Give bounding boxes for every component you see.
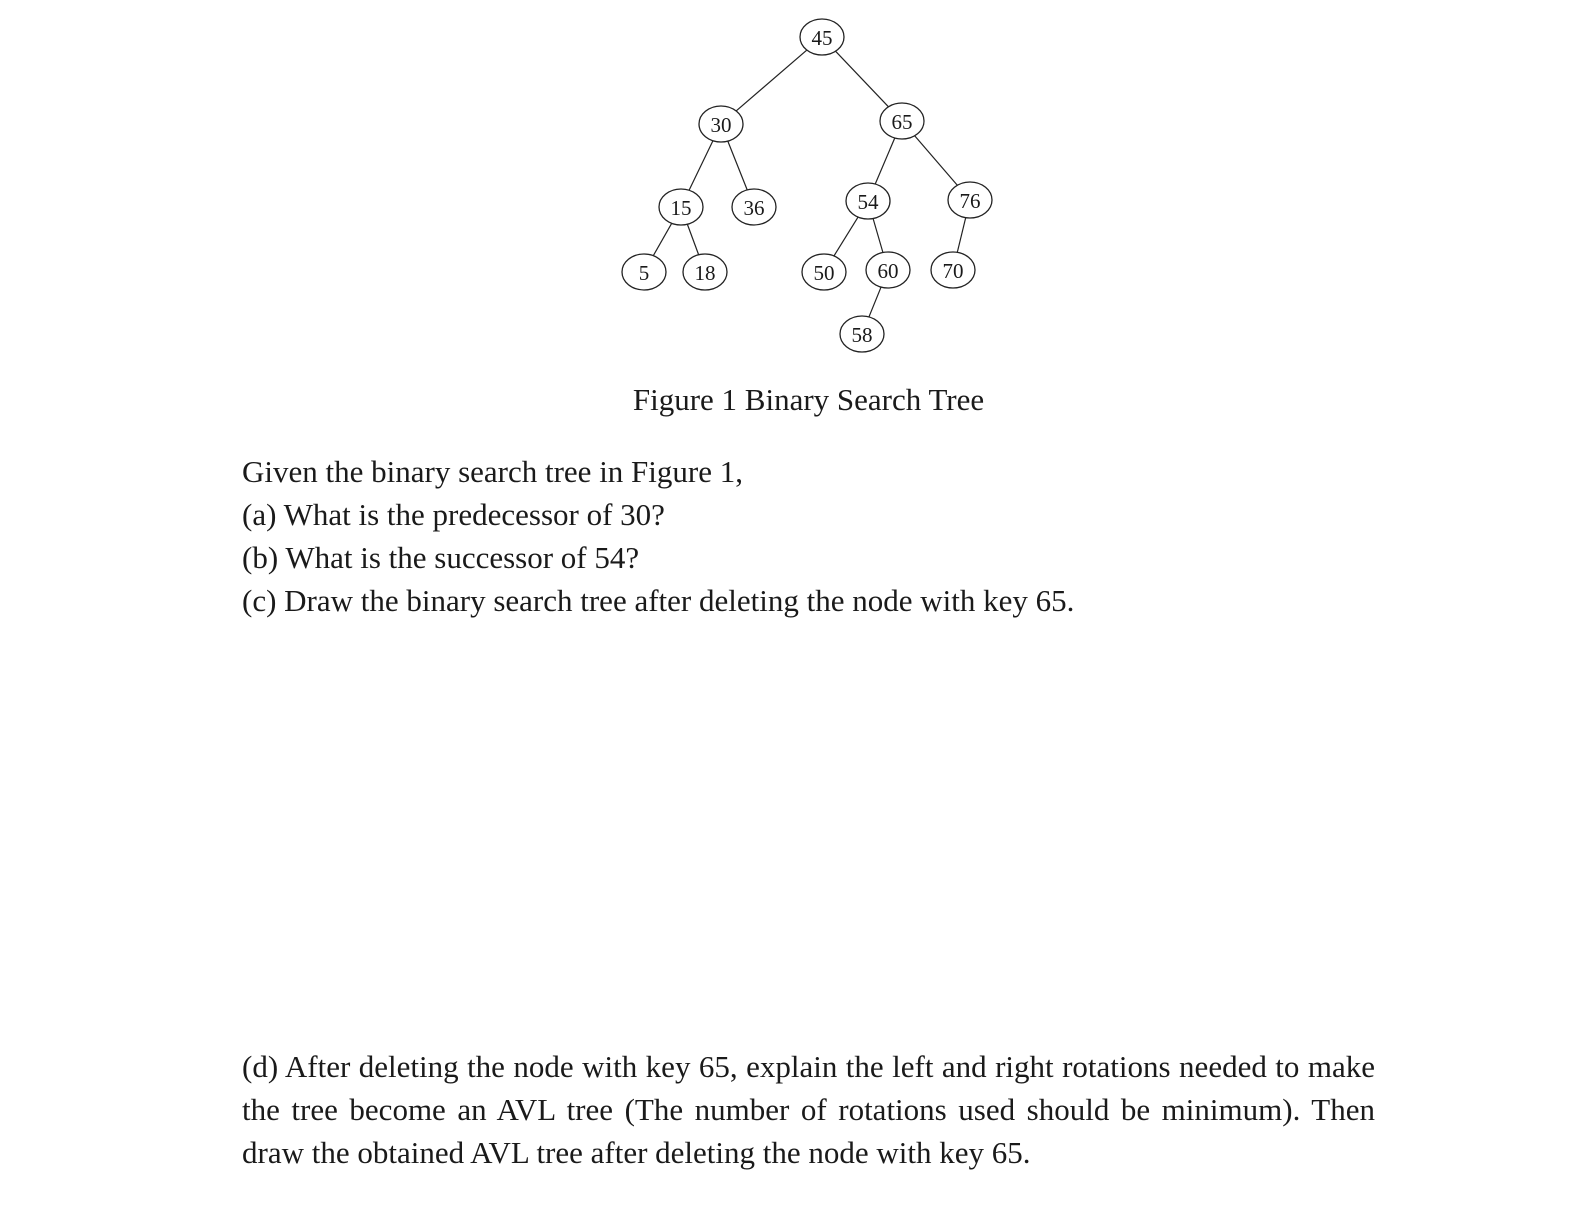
tree-node-key: 50 — [813, 261, 835, 285]
question-intro: Given the binary search tree in Figure 1, — [242, 454, 743, 489]
tree-node-5 — [622, 254, 666, 290]
tree-node-76 — [948, 182, 992, 218]
tree-edge-45-30 — [736, 50, 807, 111]
tree-node-45 — [800, 19, 844, 55]
tree-edge-54-60 — [873, 219, 883, 253]
tree-node-30 — [699, 106, 743, 142]
tree-node-key: 54 — [857, 190, 879, 214]
tree-node-70 — [931, 252, 975, 288]
tree-node-65 — [880, 103, 924, 139]
tree-node-15 — [659, 189, 703, 225]
tree-edge-30-36 — [728, 141, 747, 190]
tree-node-key: 70 — [942, 259, 964, 283]
tree-nodes — [622, 19, 992, 352]
tree-node-36 — [732, 189, 776, 225]
question-c: (c) Draw the binary search tree after deleting the node with key 65. — [242, 583, 1075, 618]
tree-node-54 — [846, 183, 890, 219]
tree-node-key: 15 — [670, 196, 692, 220]
question-list — [242, 450, 1074, 622]
tree-node-key: 60 — [877, 259, 899, 283]
tree-edge-15-5 — [653, 223, 671, 255]
question-a: (a) What is the predecessor of 30? — [242, 497, 665, 532]
tree-edge-65-76 — [915, 136, 958, 186]
tree-node-key: 36 — [743, 196, 765, 220]
tree-edge-65-54 — [875, 138, 895, 184]
tree-node-key: 45 — [811, 26, 833, 50]
tree-node-60 — [866, 252, 910, 288]
tree-edge-60-58 — [869, 287, 881, 317]
tree-edge-76-70 — [957, 218, 965, 253]
figure-caption: Figure 1 Binary Search Tree — [632, 382, 985, 417]
tree-edge-15-18 — [687, 224, 698, 255]
tree-node-key: 18 — [694, 261, 716, 285]
question-d: (d) After deleting the node with key 65, explain the left and right rotations needed to make the tree become an AVL tree (The number of rotations used should be minimum). Then draw the obtained AVL tree after deleting the node with key 65. — [242, 1049, 1375, 1170]
tree-node-key: 5 — [638, 261, 650, 285]
tree-node-key: 30 — [710, 113, 732, 137]
question-b: (b) What is the successor of 54? — [242, 540, 640, 575]
tree-node-key: 65 — [891, 110, 913, 134]
tree-edge-54-50 — [834, 217, 858, 256]
binary-search-tree-figure — [0, 0, 1573, 370]
tree-edge-45-65 — [836, 51, 889, 107]
tree-edge-30-15 — [689, 141, 713, 191]
tree-node-50 — [802, 254, 846, 290]
tree-node-key: 58 — [851, 323, 873, 347]
tree-node-58 — [840, 316, 884, 352]
tree-node-18 — [683, 254, 727, 290]
tree-node-key: 76 — [959, 189, 981, 213]
